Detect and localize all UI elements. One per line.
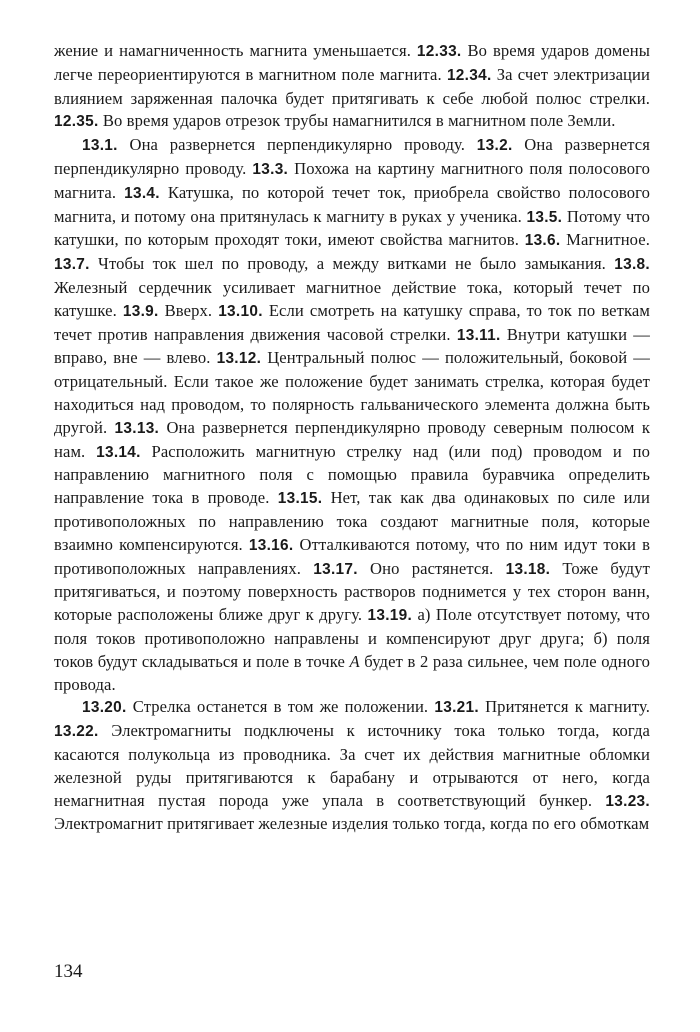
answer-text: Внутри катушки — вправо, вне — влево.: [54, 324, 650, 368]
answer-number: 13.18.: [505, 560, 551, 578]
answer-text: Отталкиваются потому, что по ним идут токи в противоположных направлениях.: [54, 534, 650, 578]
answer-text: Если смотреть на катушку справа, то ток по веткам течет против направления движения часовой стрелки.: [54, 300, 650, 344]
answer-number: 13.16.: [248, 536, 294, 554]
answer-text: За счет электризации влиянием заряженная палочка будет притягивать к себе любой полюс стрелки.: [54, 64, 650, 108]
page-number: 134: [54, 961, 83, 982]
answer-text: Потому что катушки, по которым проходят токи, имеют свойства магнитов.: [54, 206, 650, 250]
italic-letter: А: [349, 651, 360, 671]
answer-number: 13.3.: [252, 160, 289, 178]
answers-text: [54, 40, 650, 836]
answer-number: 13.7.: [54, 256, 90, 274]
answer-number: 13.21.: [434, 699, 479, 717]
answer-text: Магнитное.: [560, 230, 650, 250]
answer-text: Она развернется перпендикулярно проводу.: [117, 135, 477, 155]
answer-number: 12.34.: [446, 66, 492, 84]
answer-number: 13.14.: [96, 443, 141, 461]
paragraph-3: [54, 696, 650, 836]
answer-number: 13.1.: [82, 137, 118, 155]
answer-number: 13.13.: [114, 419, 160, 437]
answer-text: жение и намагниченность магнита уменьшается.: [54, 41, 417, 60]
answer-number: 12.35.: [54, 113, 99, 131]
answer-number: 12.33.: [416, 43, 462, 60]
answer-text: Во время ударов отрезок трубы намагнитился в магнитном поле Земли.: [98, 111, 616, 131]
answer-text: Во время ударов домены легче переориентируются в магнитном поле магнита.: [54, 41, 650, 84]
answer-text: Железный сердечник усиливает магнитное действие тока, который течет по катушке.: [54, 277, 650, 320]
answer-number: 13.8.: [614, 256, 650, 274]
answer-number: 13.12.: [216, 350, 262, 368]
answer-number: 13.19.: [367, 607, 413, 625]
answer-text: а) Поле отсутствует потому, что поля токов противоположно направлены и компенсируют друг друга; б) поля токов будут складываться и поле в точке: [54, 605, 651, 671]
answer-text: Стрелка останется в том же положении.: [126, 697, 435, 717]
paragraph-1: [54, 40, 650, 134]
answer-number: 13.22.: [54, 723, 99, 741]
answer-text: Она развернется перпендикулярно проводу северным полюсом к нам.: [54, 417, 650, 461]
answer-text: Чтобы ток шел по проводу, а между витками не было замыкания.: [89, 254, 615, 274]
answer-text: Электромагнит притягивает железные изделия только тогда, когда по его обмоткам: [54, 814, 650, 834]
answer-text: Она развернется перпендикулярно проводу.: [54, 135, 650, 178]
answer-text: Расположить магнитную стрелку над (или под) проводом и по направлению магнитного поля с помощью правила буравчика определить направление тока в проводе.: [54, 441, 650, 508]
answer-number: 13.9.: [122, 302, 159, 320]
answer-number: 13.10.: [218, 302, 263, 320]
answer-text: Тоже будут притягиваться, и поэтому поверхность растворов поднимется у тех сторон ванн, которые расположены ближе друг к другу.: [54, 558, 650, 625]
answer-number: 13.11.: [456, 326, 501, 344]
answer-text: Нет, так как два одинаковых по силе или противоположных по направлению тока создают магнитные поля, которые взаимно компенсируются.: [54, 488, 650, 554]
answer-text: Центральный полюс — положительный, боковой — отрицательный. Если такое же положение будет занимать стрелка, которая будет находиться над проводом, то полярность гальванического элемента должна быть другой.: [54, 348, 650, 437]
answer-number: 13.6.: [524, 232, 561, 250]
paragraph-2: [54, 134, 650, 696]
answer-number: 13.20.: [82, 699, 127, 717]
answer-text: Похожа на картину магнитного поля полосового магнита.: [54, 158, 650, 202]
answer-number: 13.23.: [605, 792, 650, 810]
answer-text: Оно растянется.: [357, 558, 506, 578]
answer-text: Электромагниты подключены к источнику тока только тогда, когда касаются полукольца из проводника. За счет их действия магнитные обломки железной руды притягиваются к барабану и отрываются от него, когда немагнитная пустая порода уже упала в соответствующий бункер.: [54, 721, 650, 810]
answer-text: будет в 2 раза сильнее, чем поле одного провода.: [54, 651, 650, 694]
answer-number: 13.15.: [277, 490, 323, 508]
answer-number: 13.17.: [313, 560, 358, 578]
answer-number: 13.5.: [526, 208, 563, 226]
answer-text: Катушка, по которой течет ток, приобрела свойство полосового магнита, и потому она притянулась к магниту в руках у ученика.: [54, 182, 650, 226]
answer-text: Вверх.: [158, 300, 219, 320]
answer-number: 13.2.: [476, 137, 513, 155]
answer-number: 13.4.: [124, 184, 160, 202]
answer-text: Притянется к магниту.: [478, 697, 651, 717]
